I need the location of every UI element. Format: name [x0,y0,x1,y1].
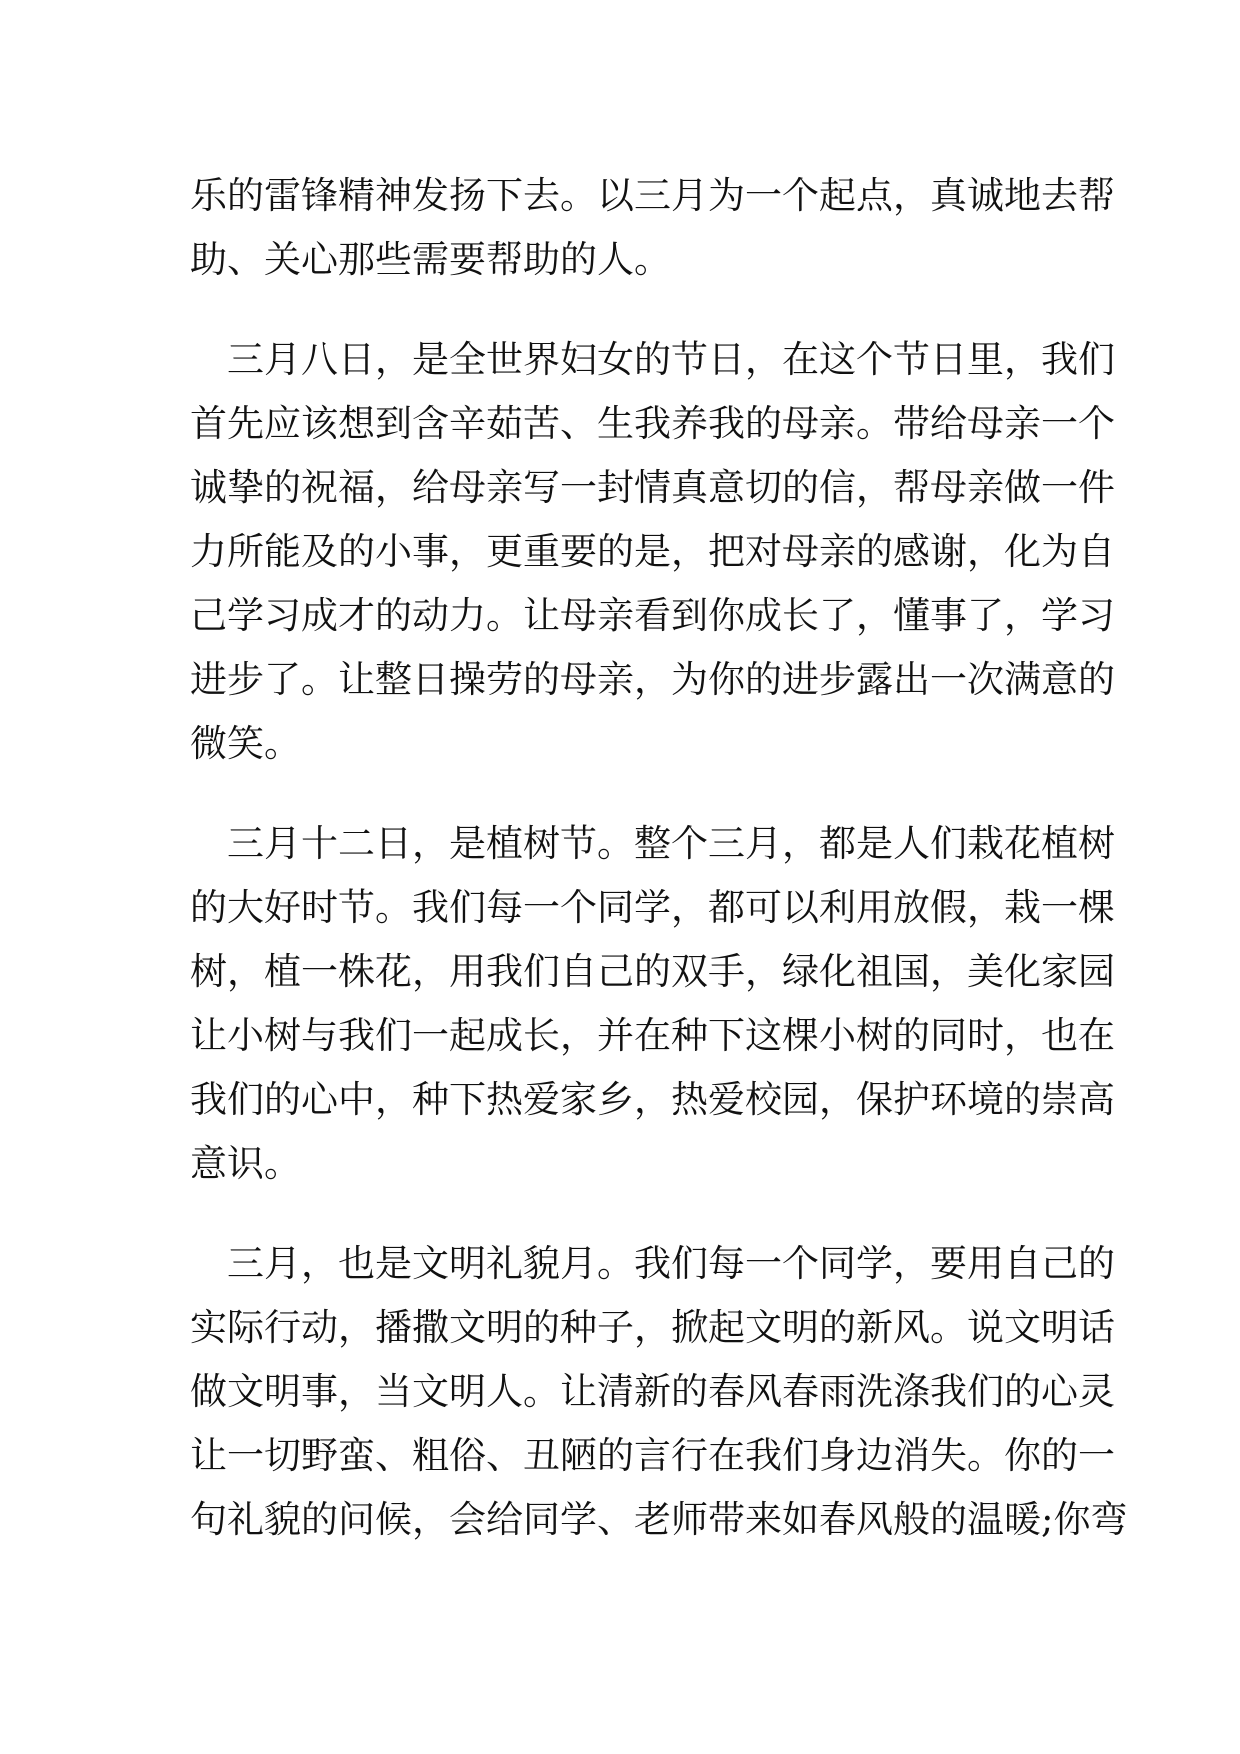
paragraph-spacer [190,776,1050,812]
text-line: 三月，也是文明礼貌月。我们每一个同学，要用自己的 [190,1242,1115,1285]
paragraph-1 [190,164,1115,292]
text-line: 让小树与我们一起成长，并在种下这棵小树的同时，也在 [190,1014,1115,1057]
text-line: 实际行动，播撒文明的种子，掀起文明的新风。说文明话 [190,1306,1115,1349]
text-line: 首先应该想到含辛茹苦、生我养我的母亲。带给母亲一个 [190,402,1115,445]
paragraph-spacer [190,292,1050,328]
text-line: 进步了。让整日操劳的母亲，为你的进步露出一次满意的 [190,658,1115,701]
paragraph-2 [190,328,1115,776]
body-text [190,164,1128,1552]
text-line: 我们的心中，种下热爱家乡，热爱校园，保护环境的崇高 [190,1078,1115,1121]
text-line: 树，植一株花，用我们自己的双手，绿化祖国，美化家园 [190,950,1115,993]
paragraph-4 [190,1232,1128,1552]
paragraph-3 [190,812,1115,1196]
text-line: 乐的雷锋精神发扬下去。以三月为一个起点，真诚地去帮 [190,174,1115,217]
text-line: 助、关心那些需要帮助的人。 [190,238,671,281]
paragraph-spacer [190,1196,1050,1232]
text-line: 做文明事，当文明人。让清新的春风春雨洗涤我们的心灵 [190,1370,1115,1413]
text-line: 三月十二日，是植树节。整个三月，都是人们栽花植树 [190,822,1115,865]
text-line: 让一切野蛮、粗俗、丑陋的言行在我们身边消失。你的一 [190,1434,1115,1477]
text-line: 三月八日，是全世界妇女的节日，在这个节日里，我们 [190,338,1115,381]
text-line: 己学习成才的动力。让母亲看到你成长了，懂事了，学习 [190,594,1115,637]
text-line: 诚挚的祝福，给母亲写一封情真意切的信，帮母亲做一件 [190,466,1115,509]
text-line: 力所能及的小事，更重要的是，把对母亲的感谢，化为自 [190,530,1115,573]
text-line: 意识。 [190,1142,301,1185]
text-line: 的大好时节。我们每一个同学，都可以利用放假，栽一棵 [190,886,1115,929]
text-line: 微笑。 [190,722,301,765]
text-line: 句礼貌的问候，会给同学、老师带来如春风般的温暖;你弯 [190,1498,1128,1541]
